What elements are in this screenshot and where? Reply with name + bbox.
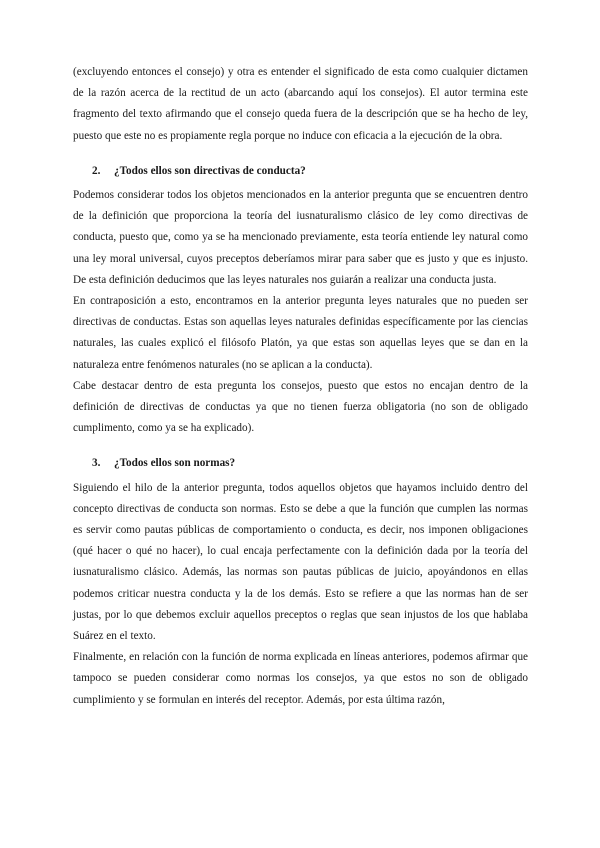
section-title: ¿Todos ellos son directivas de conducta? (114, 164, 306, 177)
section-heading (73, 453, 528, 474)
intro-paragraph: (excluyendo entonces el consejo) y otra es entender el significado de esta como cualquier dictamen de la razón acerca de la rectitud de un acto (abarcando aquí los consejos). El autor termina este fragmento del texto afirmando que el consejo queda fuera de la descripción que se ha hecho de ley, puesto que este no es propiamente regla porque no induce con eficacia a la ejecución de la obra. (73, 66, 528, 142)
section-number: 2. (92, 164, 101, 177)
paragraph: Siguiendo el hilo de la anterior pregunta, todos aquellos objetos que hayamos incluido dentro del concepto directivas de conducta son normas. Esto se debe a que la función que cumplen las normas es servir como pautas públicas de comportamiento o conducta, es decir, nos imponen obligaciones (qué hacer o qué no hacer), lo cual encaja perfectamente con la definición dada por la teoría del iusnaturalismo clásico. Además, las normas son pautas públicas de juicio, apoyándonos en ellas podemos criticar nuestra conducta y la de los demás. Esto se refiere a que las normas han de ser justas, por lo que debemos excluir aquellos preceptos o reglas que sean injustos de los que hablaba Suárez en el texto. (73, 481, 528, 643)
paragraph: Podemos considerar todos los objetos mencionados en la anterior pregunta que se encuentren dentro de la definición que proporciona la teoría del iusnaturalismo clásico de ley como directivas de conducta, puesto que, como ya se ha mencionado previamente, esta teoría entiende ley natural como una ley moral universal, cuyos preceptos deberíamos mirar para saber que es justo y que es injusto. De esta definición deducimos que las leyes naturales nos guiarán a realizar una conducta justa. (73, 189, 528, 286)
paragraph: Cabe destacar dentro de esta pregunta los consejos, puesto que estos no encajan dentro de la definición de directivas de conductas ya que no tienen fuerza obligatoria (no son de obligado cumplimento, como ya se ha explicado). (73, 379, 528, 435)
section-number: 3. (92, 457, 101, 470)
section-title: ¿Todos ellos son normas? (114, 457, 236, 470)
document-page (73, 62, 528, 711)
section-heading (73, 161, 528, 182)
section-3 (73, 453, 528, 710)
paragraph: Finalmente, en relación con la función de norma explicada en líneas anteriores, podemos afirmar que tampoco se pueden considerar como normas los consejos, ya que estos no son de obligado cumplimiento y se formulan en interés del receptor. Además, por esta última razón, (73, 651, 528, 706)
section-2 (73, 161, 528, 440)
paragraph: En contraposición a esto, encontramos en la anterior pregunta leyes naturales que no pueden ser directivas de conductas. Estas son aquellas leyes naturales definidas específicamente por las ciencias naturales, las cuales explicó el filósofo Platón, ya que estas son aquellas leyes que se dan en la naturaleza entre fenómenos naturales (no se aplican a la conducta). (73, 295, 528, 371)
